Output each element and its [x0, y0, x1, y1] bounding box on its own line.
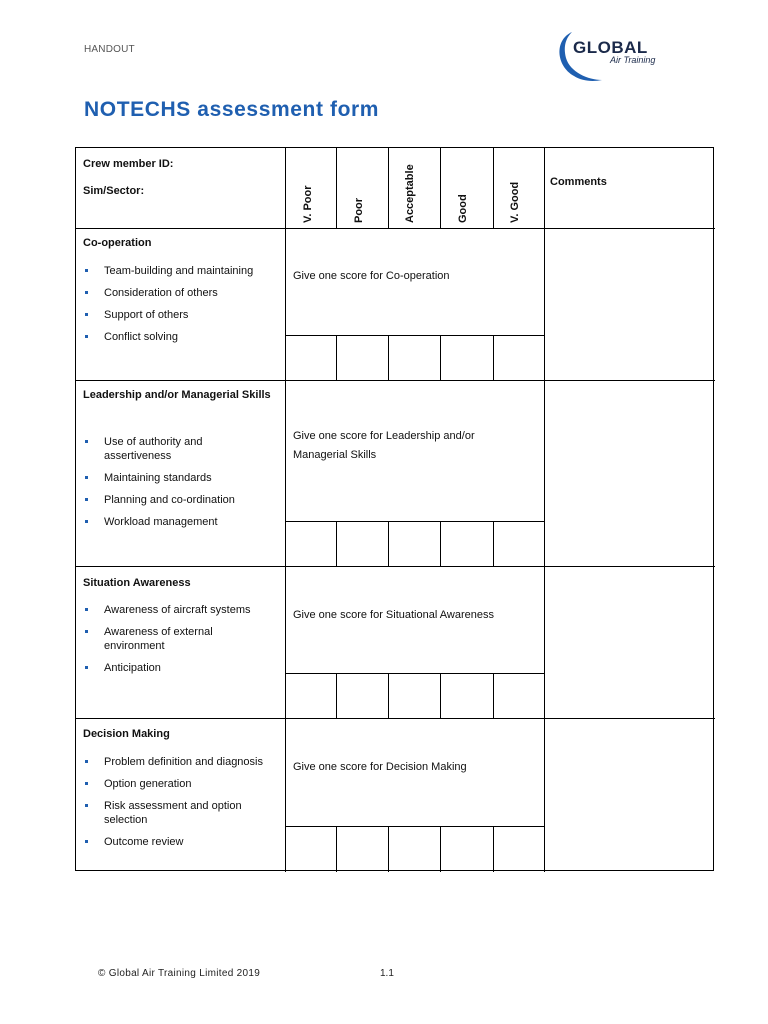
- list-item: Maintaining standards: [83, 471, 283, 485]
- bullet-icon: [85, 498, 88, 501]
- rating-vgood-header: V. Good: [509, 181, 521, 223]
- bullet-icon: [85, 291, 88, 294]
- bullet-icon: [85, 666, 88, 669]
- company-logo: [552, 26, 672, 88]
- rating-poor-header: Poor: [353, 197, 365, 223]
- section-title: Leadership and/or Managerial Skills: [83, 389, 271, 401]
- bullet-icon: [85, 313, 88, 316]
- list-item: Awareness of aircraft systems: [83, 603, 283, 617]
- logo-wordmark: GLOBAL: [573, 38, 648, 57]
- bullet-icon: [85, 440, 88, 443]
- list-item: Anticipation: [83, 661, 283, 675]
- list-item: Awareness of external environment: [83, 625, 283, 653]
- bullet-icon: [85, 476, 88, 479]
- bullet-icon: [85, 840, 88, 843]
- bullet-icon: [85, 608, 88, 611]
- list-item: Risk assessment and option selection: [83, 799, 283, 827]
- rating-acceptable-header: Acceptable: [404, 164, 416, 223]
- list-item: Consideration of others: [83, 286, 283, 300]
- section-item-list: [83, 755, 283, 857]
- bullet-icon: [85, 804, 88, 807]
- bullet-icon: [85, 269, 88, 272]
- list-item: Workload management: [83, 515, 283, 529]
- bullet-icon: [85, 520, 88, 523]
- page-title: NOTECHS assessment form: [84, 98, 380, 121]
- logo-tagline: Air Training: [610, 55, 656, 65]
- score-prompt: Give one score for Leadership and/or Managerial Skills: [293, 430, 475, 461]
- list-item: Planning and co-ordination: [83, 493, 283, 507]
- crew-member-label: Crew member ID:: [83, 158, 174, 170]
- section-item-list: [83, 435, 283, 537]
- list-item: Problem definition and diagnosis: [83, 755, 283, 769]
- bullet-icon: [85, 782, 88, 785]
- score-prompt: Give one score for Situational Awareness: [293, 609, 494, 621]
- section-title: Situation Awareness: [83, 577, 191, 589]
- sim-sector-label: Sim/Sector:: [83, 185, 145, 197]
- score-prompt: Give one score for Decision Making: [293, 761, 467, 773]
- section-title: Co-operation: [83, 237, 152, 249]
- list-item: Team-building and maintaining: [83, 264, 283, 278]
- comments-header: Comments: [550, 176, 607, 188]
- score-prompt: Give one score for Co-operation: [293, 270, 450, 282]
- list-item: Option generation: [83, 777, 283, 791]
- footer-copyright: © Global Air Training Limited 2019: [98, 968, 261, 979]
- handout-label: HANDOUT: [84, 44, 135, 55]
- bullet-icon: [85, 335, 88, 338]
- footer-version: 1.1: [380, 968, 394, 979]
- list-item: Outcome review: [83, 835, 283, 849]
- section-item-list: [83, 264, 283, 352]
- list-item: Conflict solving: [83, 330, 283, 344]
- section-item-list: [83, 603, 283, 683]
- bullet-icon: [85, 630, 88, 633]
- list-item: Support of others: [83, 308, 283, 322]
- assessment-table: [75, 147, 714, 871]
- bullet-icon: [85, 760, 88, 763]
- section-title: Decision Making: [83, 728, 170, 740]
- list-item: Use of authority and assertiveness: [83, 435, 283, 463]
- rating-vpoor-header: V. Poor: [302, 185, 314, 223]
- rating-good-header: Good: [457, 194, 469, 223]
